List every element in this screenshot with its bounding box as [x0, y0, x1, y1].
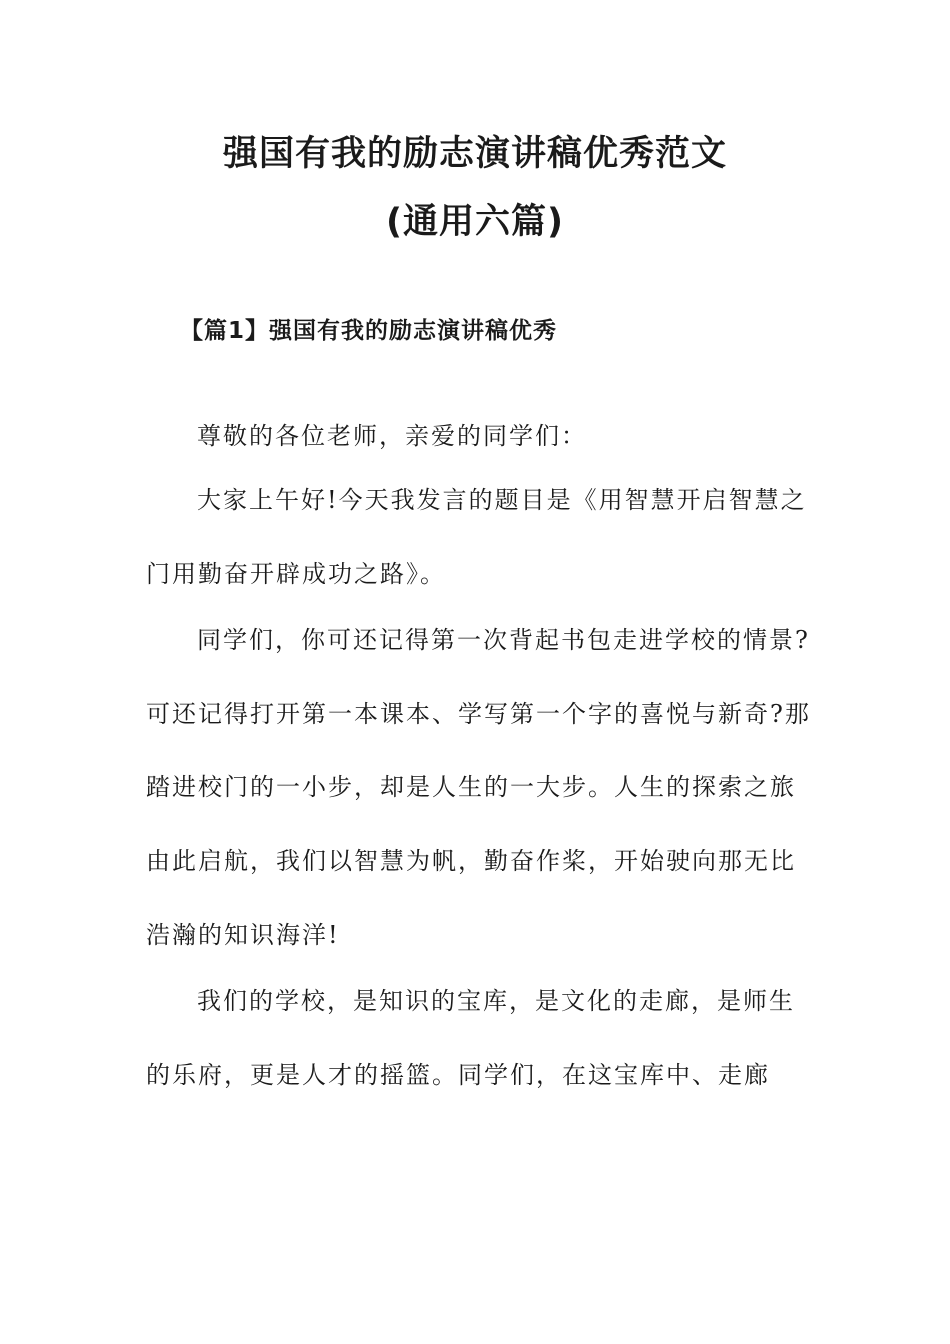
body-line: 大家上午好!今天我发言的题目是《用智慧开启智慧之 — [197, 486, 807, 514]
body-line: 尊敬的各位老师，亲爱的同学们： — [197, 422, 587, 450]
body-line: 由此启航，我们以智慧为帆，勤奋作桨，开始驶向那无比 — [146, 847, 796, 875]
body-line: 门用勤奋开辟成功之路》。 — [146, 560, 446, 588]
document-subtitle: (通用六篇) — [386, 202, 564, 242]
body-line: 浩瀚的知识海洋! — [146, 921, 340, 949]
body-line: 的乐府，更是人才的摇篮。同学们，在这宝库中、走廊 — [146, 1061, 770, 1089]
body-line: 我们的学校，是知识的宝库，是文化的走廊，是师生 — [197, 987, 795, 1015]
body-line: 踏进校门的一小步，却是人生的一大步。人生的探索之旅 — [146, 773, 796, 801]
document-title: 强国有我的励志演讲稿优秀范文 — [222, 134, 727, 174]
body-line: 可还记得打开第一本课本、学写第一个字的喜悦与新奇?那 — [146, 700, 811, 728]
body-line: 同学们，你可还记得第一次背起书包走进学校的情景? — [197, 626, 810, 654]
section-heading: 【篇1】强国有我的励志演讲稿优秀 — [180, 318, 558, 344]
